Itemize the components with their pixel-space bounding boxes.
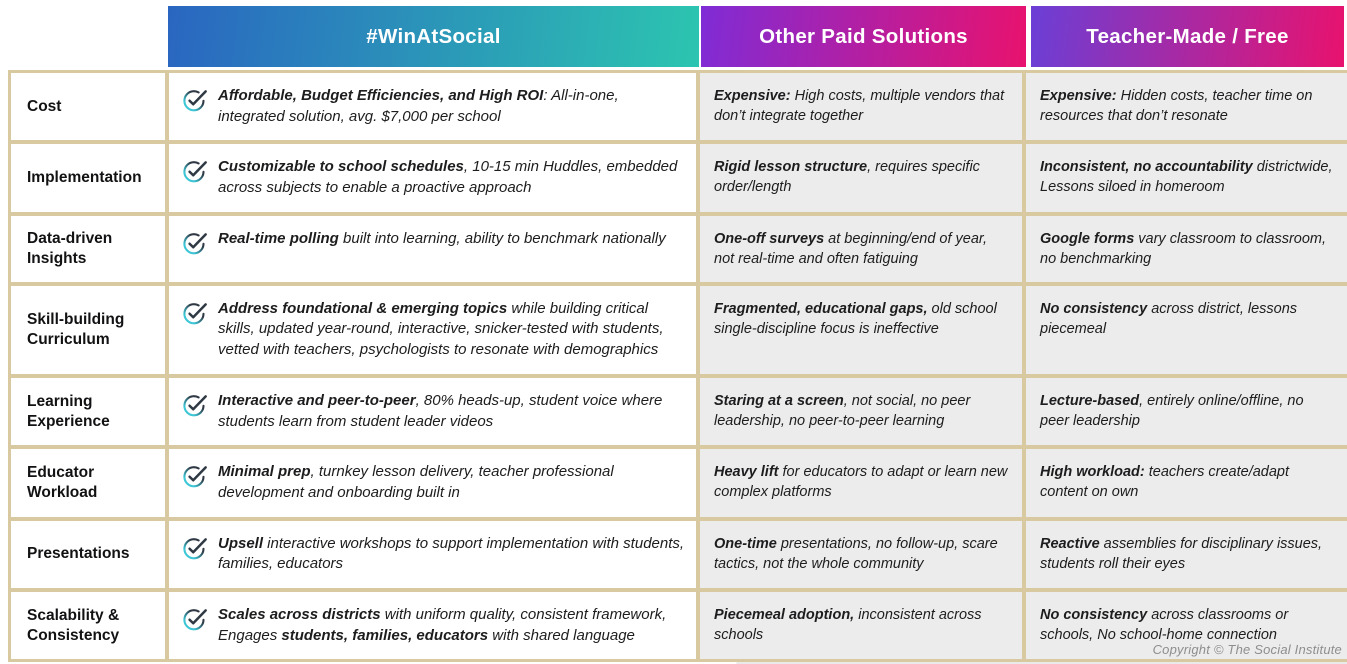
cell-text-segment: , entirely online/offline, no peer leadership bbox=[1040, 392, 1304, 429]
other-paid-cell bbox=[700, 378, 1026, 449]
cell-text bbox=[714, 157, 1010, 197]
row-label: Educator Workload bbox=[11, 449, 169, 520]
cell-text-segment: Expensive: bbox=[1040, 88, 1117, 104]
cell-text bbox=[1040, 605, 1336, 645]
row-label: Presentations bbox=[11, 521, 169, 592]
teacher-free-cell bbox=[1026, 449, 1347, 520]
winatsocial-cell bbox=[169, 216, 700, 286]
column-header-label: Teacher-Made / Free bbox=[1086, 24, 1289, 48]
cell-text-segment: High costs, multiple vendors that don’t integrate together bbox=[714, 88, 1005, 124]
teacher-free-cell bbox=[1026, 144, 1347, 215]
cell-text-segment: Lecture-based bbox=[1040, 392, 1140, 409]
cell-text-segment: old school single-discipline focus is ineffective bbox=[714, 300, 997, 337]
other-paid-cell bbox=[700, 592, 1026, 659]
winatsocial-cell bbox=[169, 73, 700, 144]
check-circle-icon bbox=[182, 534, 209, 561]
cell-text bbox=[218, 605, 688, 646]
row-label: Scalability & Consistency bbox=[11, 592, 169, 659]
check-circle-icon bbox=[182, 157, 209, 184]
cell-text bbox=[714, 86, 1010, 126]
winatsocial-cell bbox=[169, 521, 700, 592]
winatsocial-cell bbox=[169, 592, 700, 659]
teacher-free-cell bbox=[1026, 73, 1347, 144]
cell-text-segment: across district, lessons piecemeal bbox=[1040, 300, 1298, 337]
check-circle-icon bbox=[182, 391, 209, 418]
cell-text-segment: with shared language bbox=[488, 626, 635, 644]
other-paid-cell bbox=[700, 144, 1026, 215]
cell-text-segment: Staring at a screen bbox=[714, 392, 844, 409]
cell-text-segment: Affordable, Budget Efficiencies, and High ROI bbox=[218, 87, 544, 104]
cell-text-segment: Reactive bbox=[1040, 535, 1100, 552]
teacher-free-cell bbox=[1026, 216, 1347, 286]
row-label: Learning Experience bbox=[11, 378, 169, 449]
winatsocial-cell bbox=[169, 449, 700, 520]
row-label: Cost bbox=[11, 73, 169, 144]
cell-text-segment: , not social, no peer leadership, no peer-to-peer learning bbox=[714, 392, 971, 429]
cell-text-segment: Piecemeal adoption, bbox=[714, 606, 855, 623]
cell-text-segment: No consistency bbox=[1040, 606, 1148, 623]
cell-text-segment: One-off surveys bbox=[714, 230, 825, 247]
cell-text bbox=[218, 391, 688, 432]
cell-text-segment: Upsell bbox=[218, 534, 264, 552]
winatsocial-cell bbox=[169, 378, 700, 449]
winatsocial-cell bbox=[169, 144, 700, 215]
cell-text-segment: , turnkey lesson delivery, teacher professional development and onboarding built in bbox=[218, 463, 614, 501]
cell-text bbox=[1040, 299, 1336, 339]
cell-text-segment: assemblies for disciplinary issues, students roll their eyes bbox=[1040, 535, 1323, 572]
teacher-free-cell bbox=[1026, 521, 1347, 592]
check-circle-icon bbox=[182, 462, 209, 489]
teacher-free-cell bbox=[1026, 286, 1347, 378]
other-paid-cell bbox=[700, 73, 1026, 144]
row-label: Implementation bbox=[11, 144, 169, 215]
cell-text-segment: Customizable to school schedules bbox=[218, 158, 464, 176]
cell-text-segment: for educators to adapt or learn new complex platforms bbox=[714, 464, 1008, 501]
cell-text-segment: teachers create/adapt content on own bbox=[1040, 464, 1290, 501]
cell-text bbox=[218, 157, 688, 198]
cell-text-segment: inconsistent across schools bbox=[714, 606, 982, 643]
check-circle-icon bbox=[182, 229, 209, 256]
cell-text-segment: Scales across districts bbox=[218, 605, 381, 623]
column-header-teacher-free bbox=[1031, 6, 1344, 67]
winatsocial-cell bbox=[169, 286, 700, 378]
cell-text-segment: with uniform quality, consistent framework, Engages bbox=[218, 605, 667, 644]
cell-text-segment: : All-in-one, integrated solution, avg. $7,000 per school bbox=[218, 87, 619, 125]
column-header-label: Other Paid Solutions bbox=[759, 24, 968, 48]
cell-text-segment: Address foundational & emerging topics bbox=[218, 299, 508, 317]
check-circle-icon bbox=[182, 605, 209, 632]
cell-text-segment: students, families, educators bbox=[281, 626, 489, 644]
cell-text-segment: Heavy lift bbox=[714, 464, 779, 481]
column-header-label: #WinAtSocial bbox=[366, 24, 501, 48]
other-paid-cell bbox=[700, 521, 1026, 592]
cell-text-segment: , 10-15 min Huddles, embedded across subjects to enable a proactive approach bbox=[218, 158, 678, 197]
cell-text-segment: Rigid lesson structure bbox=[714, 159, 868, 176]
cell-text bbox=[1040, 534, 1336, 574]
cell-text bbox=[714, 391, 1010, 431]
cell-text bbox=[714, 229, 1010, 269]
cell-text bbox=[714, 299, 1010, 339]
cell-text-segment: One-time bbox=[714, 535, 777, 552]
cell-text-segment: Fragmented, educational gaps, bbox=[714, 300, 928, 317]
cell-text bbox=[1040, 157, 1336, 197]
other-paid-cell bbox=[700, 216, 1026, 286]
cell-text bbox=[218, 534, 688, 575]
cell-text-segment: districtwide, Lessons siloed in homeroom bbox=[1040, 159, 1333, 196]
cell-text-segment: High workload: bbox=[1040, 464, 1145, 481]
cell-text bbox=[1040, 391, 1336, 431]
other-paid-cell bbox=[700, 286, 1026, 378]
cell-text bbox=[714, 462, 1010, 502]
cell-text bbox=[1040, 462, 1336, 502]
cell-text-segment: while building critical skills, updated year-round, interactive, snicker-tested with students, vetted with teachers, psychologists to resonate with demographics bbox=[218, 299, 664, 359]
cell-text-segment: Minimal prep bbox=[218, 463, 311, 481]
cell-text-segment: Real-time polling bbox=[218, 229, 339, 247]
cell-text-segment: , requires specific order/length bbox=[714, 159, 980, 196]
cell-text bbox=[218, 229, 666, 250]
cell-text-segment: Expensive: bbox=[714, 88, 791, 104]
cell-text-segment: Inconsistent, no accountability bbox=[1040, 159, 1253, 176]
cell-text bbox=[1040, 86, 1336, 126]
cell-text-segment: across classrooms or schools, No school-home connection bbox=[1040, 606, 1289, 643]
cell-text-segment: interactive workshops to support implementation with students, families, educators bbox=[218, 534, 685, 573]
comparison-table bbox=[8, 70, 1347, 662]
teacher-free-cell bbox=[1026, 378, 1347, 449]
column-header-winatsocial bbox=[168, 6, 699, 67]
check-circle-icon bbox=[182, 86, 209, 113]
cell-text-segment: at beginning/end of year, not real-time and often fatiguing bbox=[714, 230, 987, 267]
cell-text bbox=[218, 86, 688, 127]
cell-text bbox=[218, 299, 688, 361]
cell-text-segment: No consistency bbox=[1040, 300, 1148, 317]
cell-text bbox=[714, 605, 1010, 645]
cell-text bbox=[218, 462, 688, 503]
check-circle-icon bbox=[182, 299, 209, 326]
cell-text-segment: Interactive and peer-to-peer bbox=[218, 391, 416, 409]
cell-text-segment: presentations, no follow-up, scare tactics, not the whole community bbox=[714, 535, 998, 572]
row-label: Skill-building Curriculum bbox=[11, 286, 169, 378]
cell-text bbox=[714, 534, 1010, 574]
cell-text-segment: , 80% heads-up, student voice where students learn from student leader videos bbox=[218, 391, 663, 430]
other-paid-cell bbox=[700, 449, 1026, 520]
cell-text-segment: Hidden costs, teacher time on resources that don’t resonate bbox=[1040, 88, 1313, 124]
copyright-notice: Copyright © The Social Institute bbox=[1152, 642, 1342, 657]
cell-text bbox=[1040, 229, 1336, 269]
cell-text-segment: Google forms bbox=[1040, 230, 1135, 247]
row-label: Data-driven Insights bbox=[11, 216, 169, 286]
column-header-other-paid bbox=[701, 6, 1026, 67]
cell-text-segment: built into learning, ability to benchmark nationally bbox=[338, 229, 666, 247]
cell-text-segment: vary classroom to classroom, no benchmarking bbox=[1040, 230, 1327, 267]
